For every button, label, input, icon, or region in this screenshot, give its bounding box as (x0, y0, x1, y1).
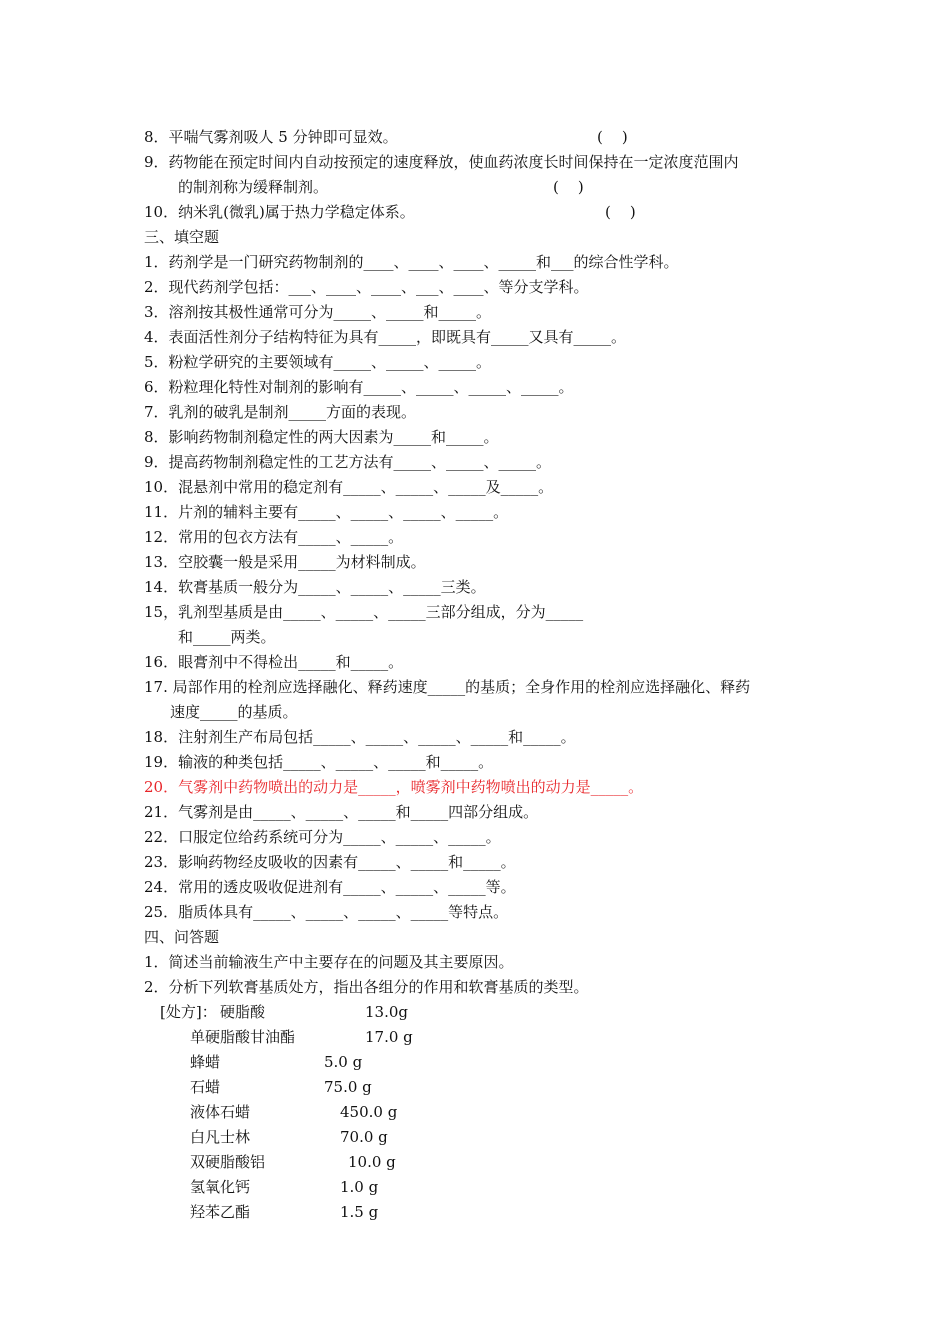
prescription-ingredient: 石蜡 (190, 1078, 221, 1096)
fill-item: 15，乳剂型基质是由_____、_____、_____三部分组成，分为_____ (144, 603, 584, 621)
fill-item: 4．表面活性剂分子结构特征为具有_____，即既具有_____又具有_____。 (144, 328, 627, 346)
fill-item-highlighted: 20．气雾剂中药物喷出的动力是_____，喷雾剂中药物喷出的动力是_____。 (144, 778, 644, 796)
prescription-ingredient: 白凡士林 (190, 1128, 251, 1146)
prescription-ingredient: 双硬脂酸铝 (190, 1153, 266, 1171)
qa-item: 2．分析下列软膏基质处方，指出各组分的作用和软膏基质的类型。 (144, 978, 589, 996)
fill-item-continuation: 速度_____的基质。 (170, 703, 298, 721)
prescription-ingredient: 蜂蜡 (190, 1053, 221, 1071)
prescription-label: [处方]： (160, 1003, 217, 1021)
fill-item: 22．口服定位给药系统可分为_____、_____、_____。 (144, 828, 501, 846)
fill-item: 6．粉粒理化特性对制剂的影响有_____、_____、_____、_____。 (144, 378, 574, 396)
qa-item: 1．简述当前输液生产中主要存在的问题及其主要原因。 (144, 953, 514, 971)
prescription-amount: 1.0 g (340, 1178, 379, 1196)
fill-item: 18．注射剂生产布局包括_____、_____、_____、_____和_____。 (144, 728, 576, 746)
fill-item: 21．气雾剂是由_____、_____、_____和_____四部分组成。 (144, 803, 539, 821)
prescription-amount: 1.5 g (340, 1203, 379, 1221)
prescription-ingredient: 硬脂酸 (220, 1003, 266, 1021)
fill-item: 24．常用的透皮吸收促进剂有_____、_____、_____等。 (144, 878, 516, 896)
section-title-qa: 四、问答题 (144, 928, 220, 946)
prescription-amount: 5.0 g (324, 1053, 363, 1071)
fill-item: 2．现代药剂学包括：___、____、____、___、____、等分支学科。 (144, 278, 589, 296)
fill-item: 7．乳剂的破乳是制剂_____方面的表现。 (144, 403, 417, 421)
tf-item-8: 8．平喘气雾剂吸人 5 分钟即可显效。 (144, 128, 398, 146)
fill-item: 16．眼膏剂中不得检出_____和_____。 (144, 653, 404, 671)
prescription-amount: 10.0 g (348, 1153, 396, 1171)
fill-item: 25．脂质体具有_____、_____、_____、_____等特点。 (144, 903, 509, 921)
fill-item-continuation: 和_____两类。 (178, 628, 276, 646)
prescription-ingredient: 羟苯乙酯 (190, 1203, 251, 1221)
fill-item: 13．空胶囊一般是采用_____为材料制成。 (144, 553, 426, 571)
prescription-amount: 70.0 g (340, 1128, 388, 1146)
prescription-ingredient: 单硬脂酸甘油酯 (190, 1028, 296, 1046)
tf-item-10: 10．纳米乳(微乳)属于热力学稳定体系。 (144, 203, 415, 221)
fill-item: 1．药剂学是一门研究药物制剂的____、____、____、_____和___的综合性学科。 (144, 253, 679, 271)
fill-item: 10．混悬剂中常用的稳定剂有_____、_____、_____及_____。 (144, 478, 554, 496)
fill-item: 12．常用的包衣方法有_____、_____。 (144, 528, 404, 546)
fill-item: 19．输液的种类包括_____、_____、_____和_____。 (144, 753, 494, 771)
fill-item: 17. 局部作用的栓剂应选择融化、释药速度_____的基质；全身作用的栓剂应选择融化、释药 (144, 678, 751, 696)
prescription-amount: 75.0 g (324, 1078, 372, 1096)
prescription-amount: 13.0g (365, 1003, 409, 1021)
section-title-fill-in: 三、填空题 (144, 228, 220, 246)
prescription-ingredient: 液体石蜡 (190, 1103, 251, 1121)
tf-item-9-answer-mark: ( ) (553, 178, 584, 196)
prescription-amount: 17.0 g (365, 1028, 413, 1046)
fill-item: 5．粉粒学研究的主要领域有_____、_____、_____。 (144, 353, 492, 371)
tf-item-10-answer-mark: ( ) (605, 203, 636, 221)
fill-item: 23．影响药物经皮吸收的因素有_____、_____和_____。 (144, 853, 516, 871)
prescription-amount: 450.0 g (340, 1103, 398, 1121)
fill-item: 9．提高药物制剂稳定性的工艺方法有_____、_____、_____。 (144, 453, 552, 471)
tf-item-9-continuation: 的制剂称为缓释制剂。 (178, 178, 329, 196)
tf-item-9: 9．药物能在预定时间内自动按预定的速度释放，使血药浓度长时间保持在一定浓度范围内 (144, 153, 739, 171)
fill-item: 8．影响药物制剂稳定性的两大因素为_____和_____。 (144, 428, 499, 446)
fill-item: 11．片剂的辅料主要有_____、_____、_____、_____。 (144, 503, 509, 521)
tf-item-8-answer-mark: ( ) (597, 128, 628, 146)
fill-item: 3．溶剂按其极性通常可分为_____、_____和_____。 (144, 303, 492, 321)
prescription-ingredient: 氢氧化钙 (190, 1178, 251, 1196)
fill-item: 14．软膏基质一般分为_____、_____、_____三类。 (144, 578, 486, 596)
